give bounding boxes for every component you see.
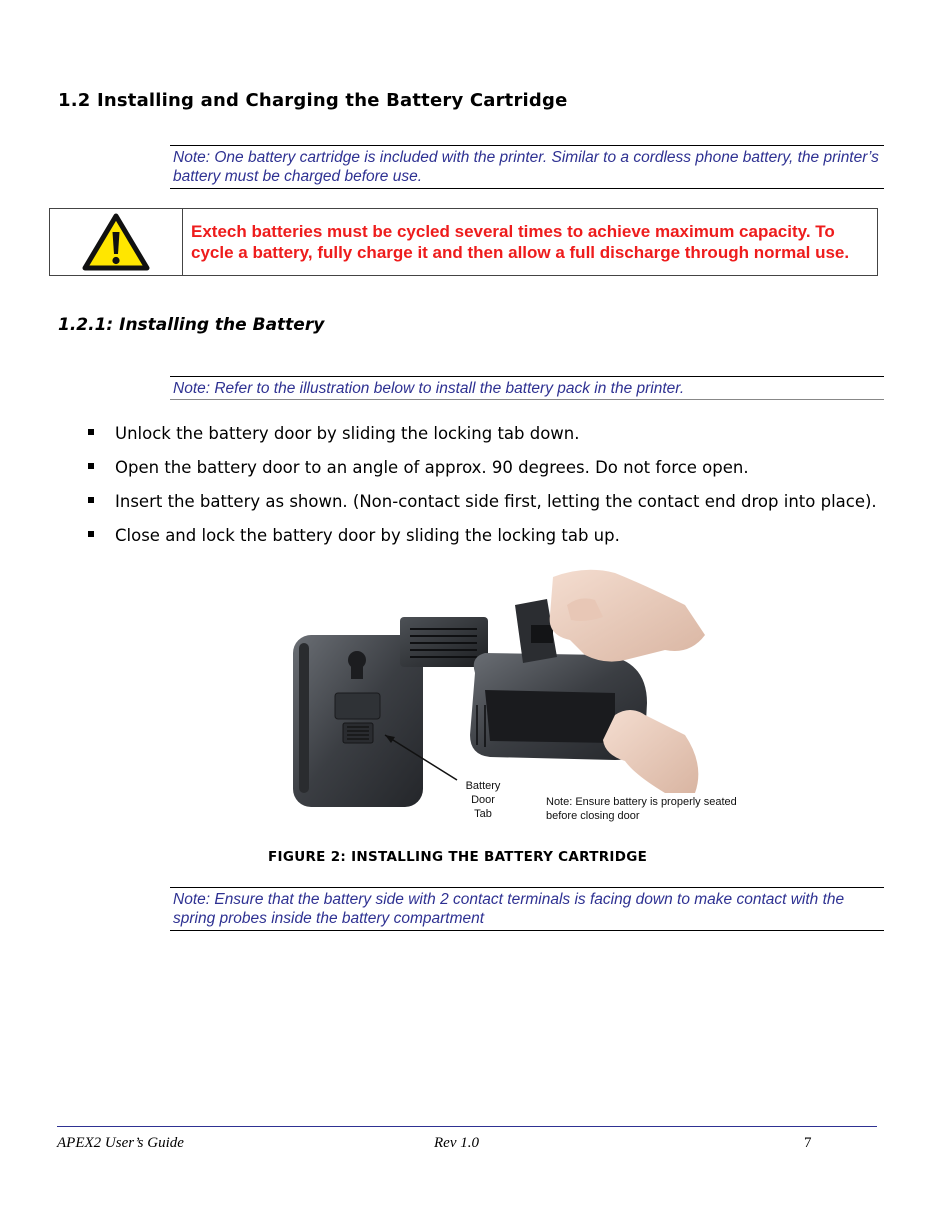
step-text: Unlock the battery door by sliding the locking tab down. bbox=[115, 424, 580, 443]
note-contacts: Note: Ensure that the battery side with 2 contact terminals is facing down to make contact with the spring probes inside the battery compartment bbox=[170, 887, 884, 931]
installation-steps-list bbox=[86, 424, 946, 560]
footer-revision: Rev 1.0 bbox=[434, 1135, 479, 1151]
figure-label-door: Door bbox=[471, 794, 495, 806]
warning-icon-cell bbox=[50, 209, 183, 275]
warning-triangle-icon bbox=[81, 212, 151, 272]
section-title: 1.2 Installing and Charging the Battery Cartridge bbox=[58, 90, 568, 111]
footer-guide-title: APEX2 User’s Guide bbox=[57, 1135, 184, 1151]
bullet-icon bbox=[88, 463, 94, 469]
list-item bbox=[86, 492, 946, 526]
figure-label-battery: Battery bbox=[465, 780, 501, 792]
list-item bbox=[86, 424, 946, 458]
battery-cartridge bbox=[400, 617, 488, 667]
note-battery-included: Note: One battery cartridge is included with the printer. Similar to a cordless phone battery, the printer’s battery must be charged before use. bbox=[170, 145, 884, 189]
note-illustration: Note: Refer to the illustration below to install the battery pack in the printer. bbox=[170, 376, 884, 400]
bullet-icon bbox=[88, 531, 94, 537]
warning-box bbox=[49, 208, 878, 276]
figure-label-tab: Tab bbox=[474, 808, 492, 820]
bullet-icon bbox=[88, 429, 94, 435]
figure-note-line2: before closing door bbox=[546, 810, 640, 822]
subsection-title: 1.2.1: Installing the Battery bbox=[58, 315, 325, 335]
list-item bbox=[86, 458, 946, 492]
warning-text: Extech batteries must be cycled several times to achieve maximum capacity. To cycle a battery, fully charge it and then allow a full discharge through normal use. bbox=[191, 222, 850, 262]
step-text: Close and lock the battery door by sliding the locking tab up. bbox=[115, 526, 620, 545]
footer-page-number: 7 bbox=[804, 1135, 812, 1151]
step-text: Insert the battery as shown. (Non-contact side first, letting the contact end drop into place). bbox=[115, 492, 877, 511]
battery-installation-figure bbox=[285, 565, 765, 825]
step-text: Open the battery door to an angle of approx. 90 degrees. Do not force open. bbox=[115, 458, 749, 477]
bullet-icon bbox=[88, 497, 94, 503]
list-item bbox=[86, 526, 946, 560]
figure-caption: FIGURE 2: INSTALLING THE BATTERY CARTRIDGE bbox=[268, 849, 648, 865]
footer-rule bbox=[57, 1126, 877, 1127]
figure-note-line1: Note: Ensure battery is properly seated bbox=[546, 796, 737, 808]
